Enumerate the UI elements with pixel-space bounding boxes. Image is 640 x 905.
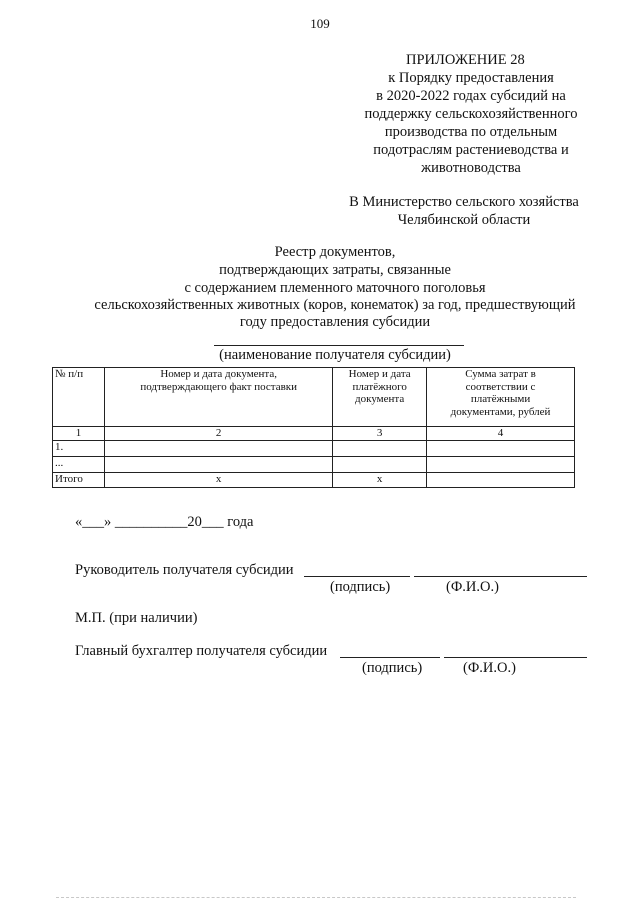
addressee-line: В Министерство сельского хозяйства — [349, 194, 579, 210]
date-year-blank: ___ — [201, 514, 224, 530]
appendix-line: подотраслям растениеводства и — [373, 142, 569, 158]
table-header-row — [53, 368, 575, 427]
date-close-quote: » — [104, 514, 112, 530]
head-signature-label: Руководитель получателя субсидии — [75, 562, 294, 578]
header-cell: Номер и дата платёжного документа — [333, 368, 427, 427]
document-title-line: с содержанием племенного маточного поголовья — [184, 280, 486, 296]
table-cell: ... — [53, 456, 105, 472]
table-cell — [427, 472, 575, 487]
date-line — [75, 514, 253, 531]
registry-table — [52, 367, 575, 488]
table-cell — [333, 440, 427, 456]
table-cell — [105, 456, 333, 472]
accountant-name-line — [444, 657, 587, 658]
document-title-line: Реестр документов, — [274, 244, 396, 260]
column-number-cell: 3 — [333, 427, 427, 441]
table-row — [53, 456, 575, 472]
table-cell — [333, 456, 427, 472]
recipient-caption: (наименование получателя субсидии) — [219, 347, 451, 363]
head-name-line — [414, 576, 587, 577]
appendix-line: к Порядку предоставления — [388, 70, 554, 86]
appendix-line: животноводства — [421, 160, 521, 176]
recipient-name-line — [214, 345, 464, 346]
addressee-line: Челябинской области — [397, 212, 531, 228]
column-number-row — [53, 427, 575, 441]
column-number-cell: 4 — [427, 427, 575, 441]
page-number: 109 — [310, 16, 330, 31]
table-cell: х — [333, 472, 427, 487]
table-cell: х — [105, 472, 333, 487]
appendix-line: в 2020-2022 годах субсидий на — [376, 88, 566, 104]
appendix-line: производства по отдельным — [384, 124, 558, 140]
head-signature-line — [304, 576, 410, 577]
document-title-line: году предоставления субсидии — [239, 314, 431, 330]
document-title-line: подтверждающих затраты, связанные — [219, 262, 451, 278]
date-suffix: года — [227, 514, 254, 530]
stamp-note: М.П. (при наличии) — [75, 610, 198, 626]
scan-edge-artifact — [56, 897, 576, 898]
date-open-quote: « — [75, 514, 83, 530]
document-title-line: сельскохозяйственных животных (коров, конематок) за год, предшествующий — [94, 297, 576, 313]
head-name-caption: (Ф.И.О.) — [446, 579, 499, 595]
header-cell: № п/п — [53, 368, 105, 427]
appendix-line: поддержку сельскохозяйственного — [364, 106, 578, 122]
accountant-name-caption: (Ф.И.О.) — [463, 660, 516, 676]
table-cell: Итого — [53, 472, 105, 487]
header-cell: Сумма затрат в соответствии с платёжными документами, рублей — [427, 368, 575, 427]
date-month-blank: __________ — [114, 514, 188, 530]
date-day-blank: ___ — [82, 514, 104, 530]
table-row — [53, 440, 575, 456]
accountant-signature-label: Главный бухгалтер получателя субсидии — [75, 643, 328, 659]
header-cell: Номер и дата документа, подтверждающего факт поставки — [105, 368, 333, 427]
head-sign-caption: (подпись) — [330, 579, 391, 595]
table-row — [53, 472, 575, 487]
table-cell: 1. — [53, 440, 105, 456]
table-cell — [427, 456, 575, 472]
date-year-prefix: 20 — [187, 514, 202, 530]
column-number-cell: 2 — [105, 427, 333, 441]
table-cell — [427, 440, 575, 456]
table-cell — [105, 440, 333, 456]
column-number-cell: 1 — [53, 427, 105, 441]
appendix-title: ПРИЛОЖЕНИЕ 28 — [406, 52, 525, 68]
accountant-sign-caption: (подпись) — [362, 660, 423, 676]
accountant-signature-line — [340, 657, 440, 658]
